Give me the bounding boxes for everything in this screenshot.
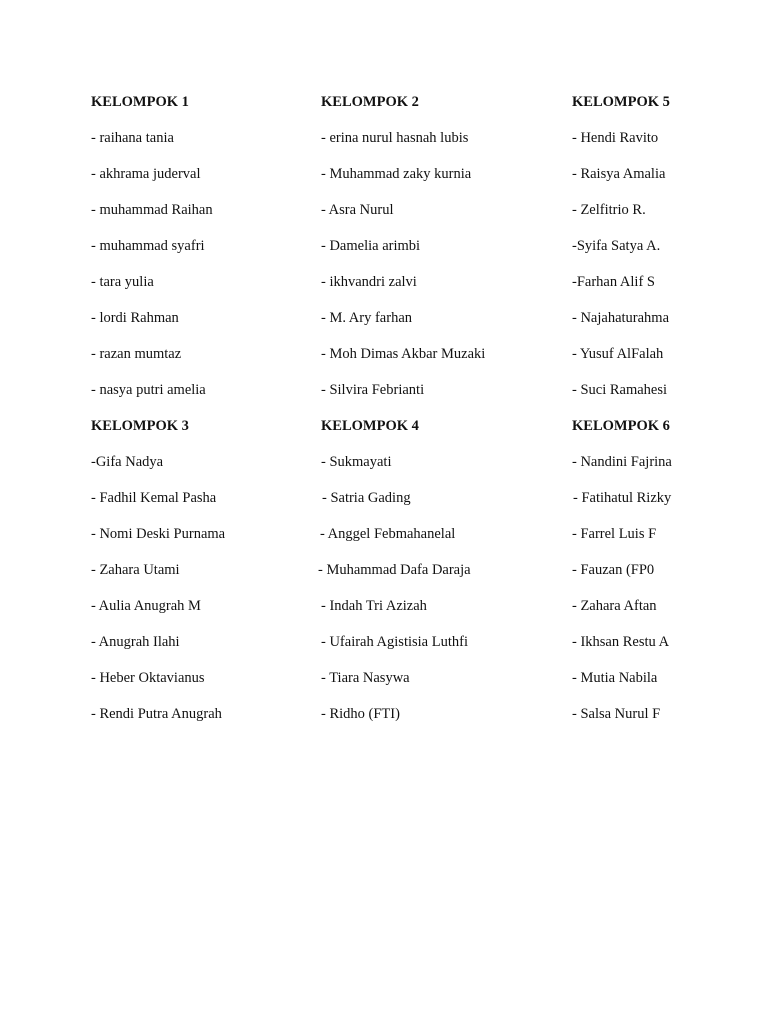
group-member: - Tiara Nasywa — [321, 670, 410, 686]
group-member: - Zahara Aftan — [572, 598, 657, 614]
group-member: - Zahara Utami — [91, 562, 180, 578]
group-member: - Heber Oktavianus — [91, 670, 205, 686]
group-member: - lordi Rahman — [91, 310, 179, 326]
group-member: - Anggel Febmahanelal — [320, 526, 456, 542]
group-member: - Rendi Putra Anugrah — [91, 706, 222, 722]
group-member: - Nomi Deski Purnama — [91, 526, 226, 542]
group-member: - Sukmayati — [321, 454, 392, 470]
group-member: -Farhan Alif S — [572, 274, 655, 290]
group-member: - Nandini Fajrina — [572, 454, 672, 470]
group-member: -Gifa Nadya — [91, 454, 164, 470]
group-member: - M. Ary farhan — [321, 310, 413, 326]
group-kelompok-6 — [572, 408, 672, 732]
group-member: - Yusuf AlFalah — [572, 346, 664, 362]
group-member: - nasya putri amelia — [91, 382, 206, 398]
group-member: - Satria Gading — [322, 490, 411, 506]
group-member: - Fauzan (FP0 — [572, 562, 655, 578]
group-member: - razan mumtaz — [91, 346, 182, 362]
group-heading: KELOMPOK 6 — [572, 418, 670, 434]
group-heading: KELOMPOK 4 — [321, 418, 419, 434]
group-member: - Indah Tri Azizah — [321, 598, 427, 614]
group-member: - Muhammad zaky kurnia — [321, 166, 472, 182]
group-member: - tara yulia — [91, 274, 154, 290]
group-member: - Salsa Nurul F — [572, 706, 661, 722]
group-member: - Fatihatul Rizky — [573, 490, 672, 506]
group-member: - Raisya Amalia — [572, 166, 666, 182]
group-member: - Moh Dimas Akbar Muzaki — [321, 346, 486, 362]
group-member: - Najahaturahma — [572, 310, 670, 326]
group-heading: KELOMPOK 5 — [572, 94, 670, 110]
group-member: - Ikhsan Restu A — [572, 634, 670, 650]
group-kelompok-5 — [572, 84, 670, 408]
group-kelompok-2 — [321, 84, 485, 408]
group-member: - Suci Ramahesi — [572, 382, 668, 398]
group-member: - Muhammad Dafa Daraja — [318, 562, 471, 578]
group-member: - Silvira Febrianti — [321, 382, 425, 398]
group-kelompok-1 — [91, 84, 213, 408]
group-member: - Asra Nurul — [321, 202, 394, 218]
group-member: - muhammad Raihan — [91, 202, 213, 218]
group-member: - akhrama juderval — [91, 166, 201, 182]
group-member: - Anugrah Ilahi — [91, 634, 180, 650]
group-kelompok-4 — [318, 408, 471, 732]
group-member: - Damelia arimbi — [321, 238, 421, 254]
group-heading: KELOMPOK 1 — [91, 94, 189, 110]
group-member: - ikhvandri zalvi — [321, 274, 417, 290]
group-member: - Zelfitrio R. — [572, 202, 646, 218]
group-member: - Ufairah Agistisia Luthfi — [321, 634, 468, 650]
group-member: - Ridho (FTI) — [321, 706, 400, 722]
group-heading: KELOMPOK 3 — [91, 418, 189, 434]
group-member: -Syifa Satya A. — [572, 238, 661, 254]
group-member: - Hendi Ravito — [572, 130, 659, 146]
group-member: - Mutia Nabila — [572, 670, 658, 686]
group-member: - Fadhil Kemal Pasha — [91, 490, 217, 506]
group-heading: KELOMPOK 2 — [321, 94, 419, 110]
group-member: - erina nurul hasnah lubis — [321, 130, 469, 146]
group-kelompok-3 — [91, 408, 225, 732]
group-member: - raihana tania — [91, 130, 174, 146]
group-member: - muhammad syafri — [91, 238, 205, 254]
group-member: - Aulia Anugrah M — [91, 598, 201, 614]
group-member: - Farrel Luis F — [572, 526, 657, 542]
